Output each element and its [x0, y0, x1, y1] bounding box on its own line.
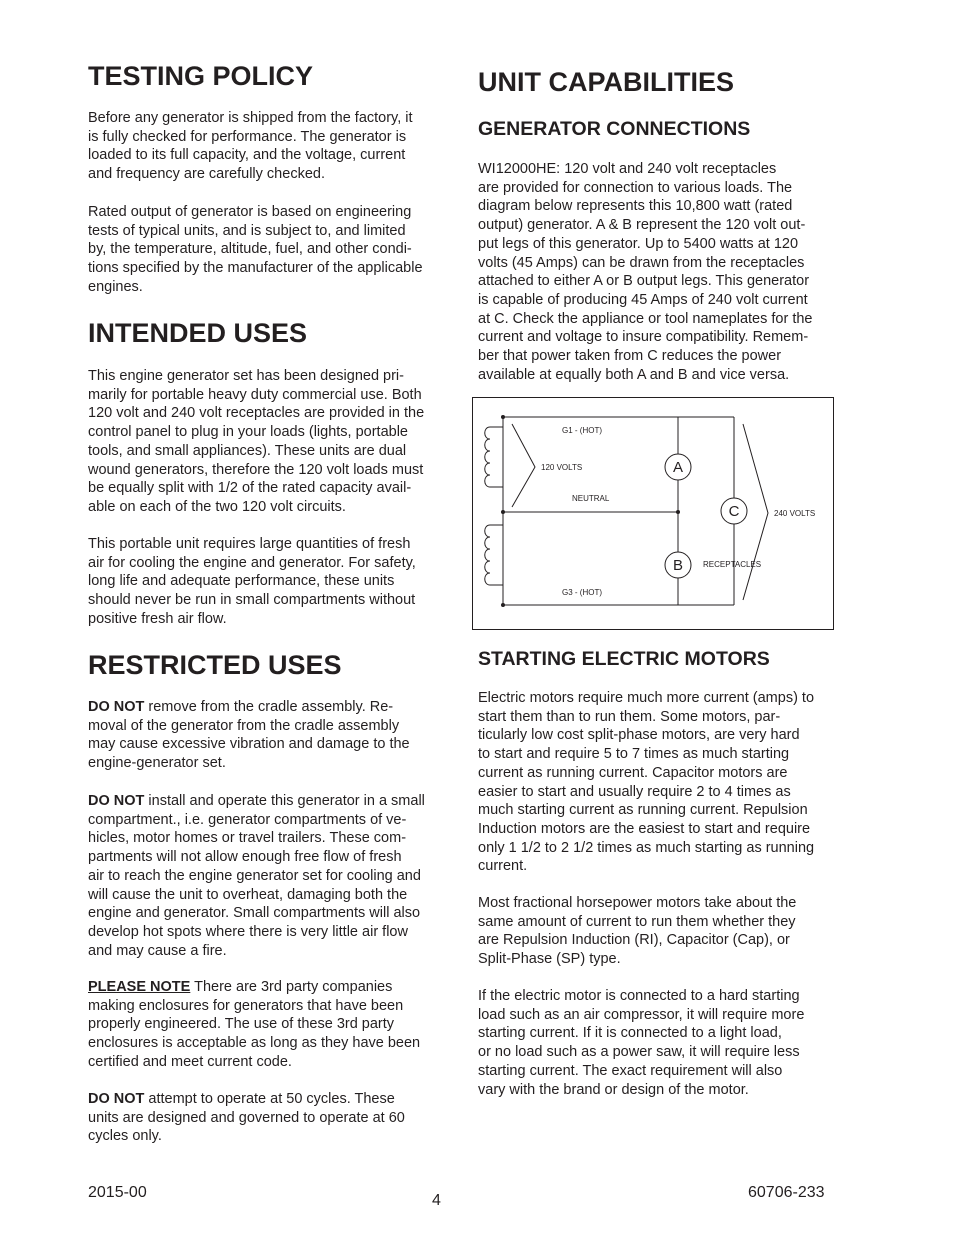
bottom-coil-icon: [485, 525, 490, 585]
starting-motors-paragraph-2: Most fractional horsepower motors take about the same amount of current to run them whether they are Repulsion Induction (RI), Capacitor (Cap), or Split-Phase (SP) type.: [478, 895, 797, 968]
240-volts-label: 240 VOLTS: [774, 509, 816, 518]
intended-uses-heading: INTENDED USES: [88, 318, 308, 348]
testing-policy-paragraph-1: Before any generator is shipped from the factory, it is fully checked for performance. The generator is loaded to its full capacity, and the voltage, current and frequency are carefully checked.: [88, 110, 413, 183]
do-not-label: DO NOT: [88, 1091, 145, 1107]
restricted-uses-text-1: remove from the cradle assembly. Re- moval of the generator from the cradle assembly may cause excessive vibration and damage to the engine-generator set.: [88, 699, 410, 772]
testing-policy-heading: TESTING POLICY: [88, 61, 314, 91]
footer-date-code: 2015-00: [88, 1184, 147, 1201]
footer-document-number: 60706-233: [748, 1184, 825, 1201]
g3-label: G3 - (HOT): [562, 588, 602, 597]
please-note-label: PLEASE NOTE: [88, 979, 191, 995]
g1-label: G1 - (HOT): [562, 426, 602, 435]
receptacle-b-label: B: [672, 557, 684, 574]
restricted-uses-text-3: There are 3rd party companies making enclosures for generators that have been properly engineered. The use of these 3rd party enclosures is acceptable as long as they have been certified and meet current code.: [88, 979, 421, 1070]
do-not-label: DO NOT: [88, 699, 145, 715]
generator-connections-text: WI12000HE: 120 volt and 240 volt receptacles are provided for connection to various loads. The diagram below represents this 10,800 watt (rated output) generator. A & B represent the 120 volt out- put legs of this generator. Up to 5400 watts at 120 volts (45 Amps) can be drawn from the receptacles attached to either A or B output legs. This generator is capable of producing 45 Amps of 240 volt current at C. Check the appliance or tool nameplates for the current and voltage to insure compatibility. Remem- ber that power taken from C reduces the power available at equally both A and B and vice versa.: [478, 161, 813, 383]
restricted-uses-paragraph-4: [88, 1090, 405, 1146]
intended-uses-paragraph-1: This engine generator set has been designed pri- marily for portable heavy duty commercial use. Both 120 volt and 240 volt receptacles are provided in the control panel to plug in your loads (lights, portable tools, and small appliances). These units are dual wound generators, therefore the 120 volt loads must be equally split with 1/2 of the rated capacity avail- able on each of the two 120 volt circuits.: [88, 368, 425, 515]
receptacle-a-label: A: [672, 459, 684, 476]
120v-bracket: [512, 424, 535, 507]
do-not-label: DO NOT: [88, 793, 145, 809]
top-coil-icon: [485, 427, 490, 487]
generator-wiring-diagram: [472, 397, 836, 632]
neutral-label: NEUTRAL: [572, 494, 610, 503]
restricted-uses-text-4: attempt to operate at 50 cycles. These units are designed and governed to operate at 60 cycles only.: [88, 1091, 405, 1145]
receptacle-c-label: C: [728, 503, 740, 520]
receptacles-label: RECEPTACLES: [703, 560, 762, 569]
restricted-uses-text-2: install and operate this generator in a small compartment., i.e. generator compartments of ve- hicles, motor homes or travel trailers. These com- partments will not allow enough free flow of fresh air to reach the engine generator set for cooling and will cause the unit to overheat, damaging both the engine and generator. Small compartments will also develop hot spots where there is very little air flow and may cause a fire.: [88, 793, 425, 959]
restricted-uses-paragraph-3: [88, 978, 420, 1072]
starting-motors-paragraph-1: Electric motors require much more current (amps) to start them than to run them. Some motors, par- ticularly low cost split-phase motors, are very hard to start and require 5 to 7 times as much starting current as running current. Capacitor motors are easier to start and usually require 2 to 4 times as much starting current as running current. Repulsion Induction motors are the easiest to start and require only 1 1/2 to 2 1/2 times as much starting as running current.: [478, 690, 815, 875]
restricted-uses-heading: RESTRICTED USES: [88, 650, 342, 680]
testing-policy-paragraph-2: Rated output of generator is based on engineering tests of typical units, and is subject to, and limited by, the temperature, altitude, fuel, and other condi- tions specified by the manufacturer of the applicable engines.: [88, 204, 423, 295]
starting-motors-heading: STARTING ELECTRIC MOTORS: [478, 648, 770, 670]
generator-connections-heading: GENERATOR CONNECTIONS: [478, 118, 751, 140]
120-volts-label: 120 VOLTS: [541, 463, 583, 472]
unit-capabilities-heading: UNIT CAPABILITIES: [478, 67, 734, 97]
intended-uses-paragraph-2: This portable unit requires large quantities of fresh air for cooling the engine and generator. For safety, long life and adequate performance, these units should never be run in small compartments without positive fresh air flow.: [88, 536, 416, 627]
restricted-uses-paragraph-2: [88, 792, 425, 960]
starting-motors-paragraph-3: If the electric motor is connected to a hard starting load such as an air compressor, it will require more starting current. If it is connected to a light load, or no load such as a power saw, it will require less starting current. The exact requirement will also vary with the brand or design of the motor.: [478, 988, 805, 1098]
restricted-uses-paragraph-1: [88, 698, 410, 773]
page-number: 4: [432, 1192, 441, 1209]
